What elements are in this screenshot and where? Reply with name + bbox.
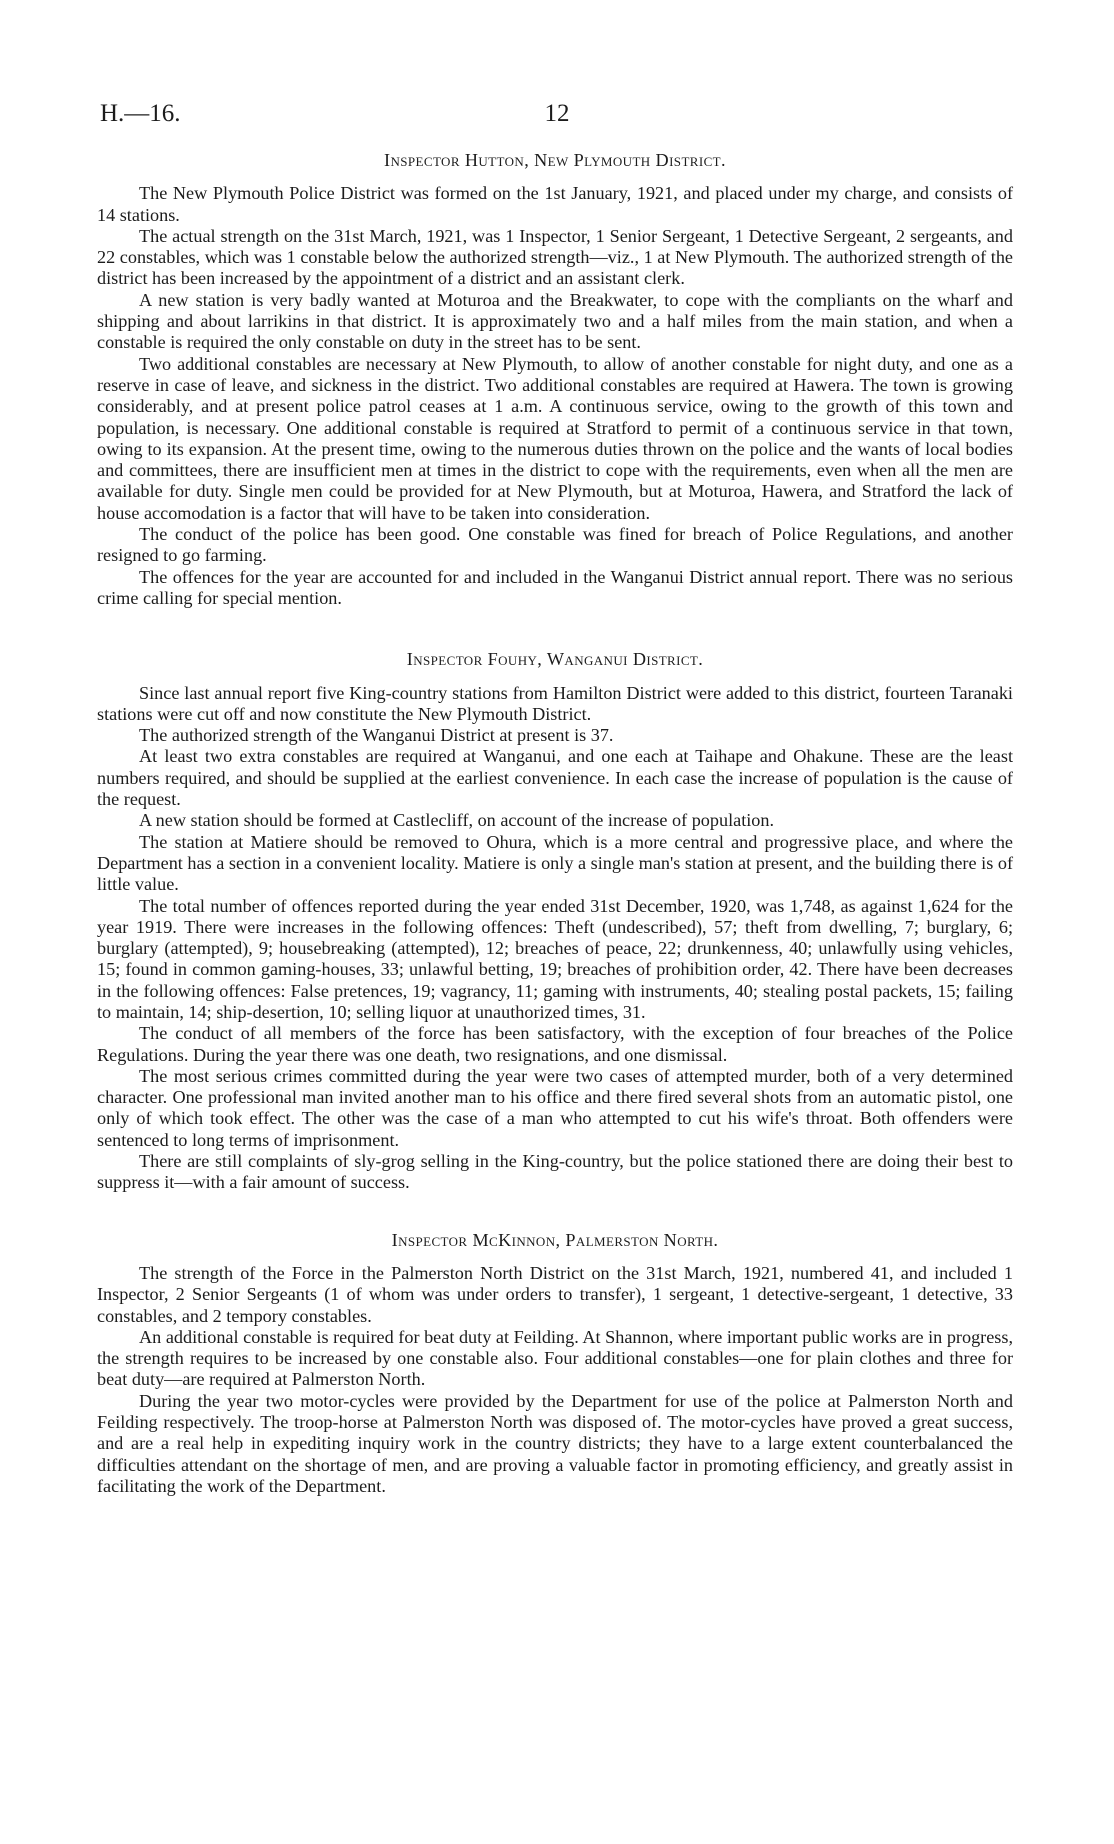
page-number: 12 bbox=[544, 100, 570, 127]
section-title: Inspector McKinnon, Palmerston North. bbox=[391, 1229, 719, 1250]
section-title: Inspector Fouhy, Wanganui District. bbox=[406, 649, 704, 670]
paragraph: The conduct of the police has been good. One constable was fined for breach of Police Regulations, and another resigned to go farming. bbox=[97, 524, 1013, 566]
section-spacer bbox=[97, 1194, 1013, 1230]
page-header bbox=[100, 100, 1014, 134]
section-title: Inspector Hutton, New Plymouth District. bbox=[384, 150, 726, 170]
paragraph: A new station is very badly wanted at Moturoa and the Breakwater, to cope with the compliants on the wharf and shipping and about larrikins in that district. It is approximately two and a half miles from the main station, and when a constable is required the only constable on duty in the street has to be sent. bbox=[97, 289, 1013, 353]
paragraph: Two additional constables are necessary at New Plymouth, to allow of another constable for night duty, and one as a reserve in case of leave, and sickness in the district. Two additional constables are required at Hawera. The town is growing considerably, and at present police patrol ceases at 1 a.m. A continuous service, owing to the growth of this town and population, is necessary. One additional constable is required at Stratford to permit of a continuous service in that town, owing to its expansion. At the present time, owing to the numerous duties thrown on the police and the wants of local bodies and committees, there are insufficient men at times in the district to cope with the requirements, even when all the men are available for duty. Single men could be provided for at New Plymouth, but at Moturoa, Hawera, and Stratford the lack of house accomodation is a factor that will have to be taken into consideration. bbox=[97, 353, 1013, 523]
document-reference: H.—16. bbox=[100, 100, 181, 127]
paragraph: Since last annual report five King-country stations from Hamilton District were added to this district, fourteen Taranaki stations were cut off and now constitute the New Plymouth District. bbox=[97, 682, 1013, 724]
section-wanganui bbox=[97, 649, 1013, 1193]
paragraph: The most serious crimes committed during the year were two cases of attempted murder, both of a very determined character. One professional man invited another man to his office and there fired several shots from an automatic pistol, one only of which took effect. The other was the case of a man who attempted to cut his wife's throat. Both offenders were sentenced to long terms of imprisonment. bbox=[97, 1065, 1013, 1150]
document-body bbox=[97, 150, 1013, 1497]
section-new-plymouth bbox=[97, 150, 1013, 609]
paragraph: A new station should be formed at Castlecliff, on account of the increase of population. bbox=[139, 810, 775, 831]
paragraph: At least two extra constables are required at Wanganui, and one each at Taihape and Ohakune. These are the least numbers required, and should be supplied at the earliest convenience. In each case the increase of population is the cause of the request. bbox=[97, 746, 1013, 810]
section-palmerston-north bbox=[97, 1230, 1013, 1498]
paragraph: The offences for the year are accounted for and included in the Wanganui District annual report. There was no serious crime calling for special mention. bbox=[97, 566, 1013, 608]
paragraph: The total number of offences reported during the year ended 31st December, 1920, was 1,748, as against 1,624 for the year 1919. There were increases in the following offences: Theft (undescribed), 57; theft from dwelling, 7; burglary, 6; burglary (attempted), 9; housebreaking (attempted), 12; breaches of peace, 22; drunkenness, 40; unlawfully using vehicles, 15; found in common gaming-houses, 33; unlawful betting, 19; breaches of prohibition order, 42. There have been decreases in the following offences: False pretences, 19; vagrancy, 11; gaming with instruments, 40; stealing postal packets, 15; failing to maintain, 14; ship-desertion, 10; selling liquor at unauthorized times, 31. bbox=[97, 895, 1013, 1022]
paragraph: There are still complaints of sly-grog selling in the King-country, but the police stationed there are doing their best to suppress it—with a fair amount of success. bbox=[97, 1151, 1013, 1193]
paragraph: The authorized strength of the Wanganui District at present is 37. bbox=[139, 725, 614, 746]
paragraph: During the year two motor-cycles were provided by the Department for use of the police at Palmerston North and Feilding respectively. The troop-horse at Palmerston North was disposed of. The motor-cycles have proved a great success, and are a real help in expediting inquiry work in the country districts; they have to a large extent counterbalanced the difficulties attendant on the shortage of men, and are proving a valuable factor in promoting efficiency, and greatly assist in facilitating the work of the Department. bbox=[97, 1390, 1013, 1496]
paragraph: The station at Matiere should be removed to Ohura, which is a more central and progressive place, and where the Department has a section in a convenient locality. Matiere is only a single man's station at present, and the building there is of little value. bbox=[97, 831, 1013, 895]
paragraph: The strength of the Force in the Palmerston North District on the 31st March, 1921, numbered 41, and included 1 Inspector, 2 Senior Sergeants (1 of whom was under orders to transfer), 1 sergeant, 1 detective-sergeant, 1 detective, 33 constables, and 2 tempory constables. bbox=[97, 1262, 1013, 1326]
paragraph: The actual strength on the 31st March, 1921, was 1 Inspector, 1 Senior Sergeant, 1 Detective Sergeant, 2 sergeants, and 22 constables, which was 1 constable below the authorized strength—viz., 1 at New Plymouth. The authorized strength of the district has been increased by the appointment of a district and an assistant clerk. bbox=[97, 225, 1013, 289]
section-spacer bbox=[97, 609, 1013, 649]
paragraph: An additional constable is required for beat duty at Feilding. At Shannon, where important public works are in progress, the strength requires to be increased by one constable also. Four additional constables—one for plain clothes and three for beat duty—are required at Palmerston North. bbox=[97, 1326, 1013, 1390]
paragraph: The conduct of all members of the force has been satisfactory, with the exception of four breaches of the Police Regulations. During the year there was one death, two resignations, and one dismissal. bbox=[97, 1023, 1013, 1065]
paragraph: The New Plymouth Police District was formed on the 1st January, 1921, and placed under my charge, and consists of 14 stations. bbox=[97, 183, 1013, 225]
